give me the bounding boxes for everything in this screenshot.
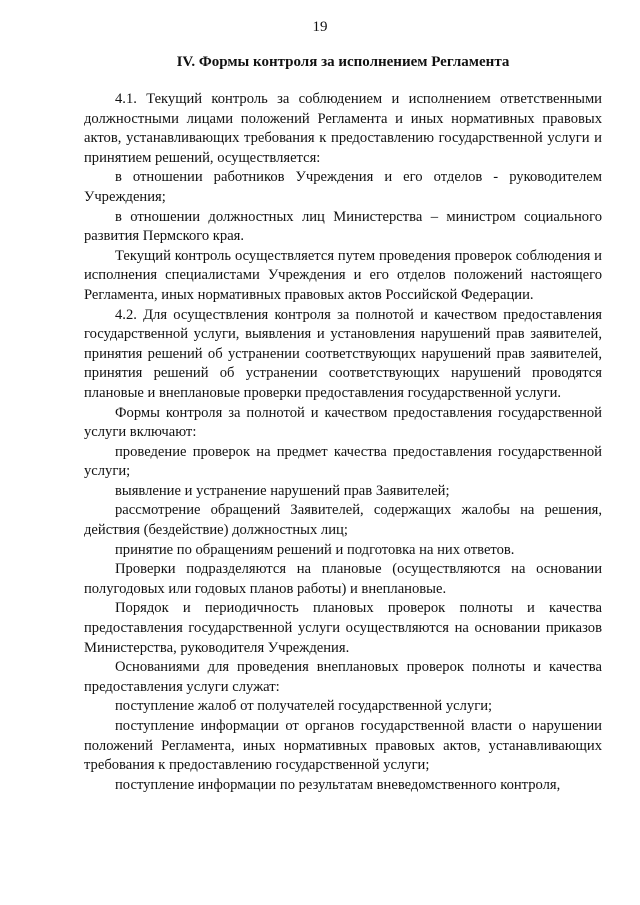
paragraph: в отношении должностных лиц Министерства – министром социального развития Пермского края. (84, 208, 602, 245)
paragraph: Проверки подразделяются на плановые (осуществляются на основании полугодовых или годовых планов работы) и внеплановые. (84, 561, 602, 597)
paragraph: в отношении работников Учреждения и его отделов - руководителем Учреждения; (84, 169, 602, 205)
paragraph: выявление и устранение нарушений прав Заявителей; (115, 482, 450, 499)
paragraph: Текущий контроль осуществляется путем проведения проверок соблюдения и исполнения специалистами Учреждения и его отделов положений настоящего Регламента, иных нормативных правовых актов Российской Федерации. (84, 247, 602, 303)
paragraph: поступление жалоб от получателей государственной услуги; (115, 698, 493, 715)
paragraph: проведение проверок на предмет качества предоставления государственной услуги; (84, 443, 602, 480)
paragraph: поступление информации от органов государственной власти о нарушении положений Регламента, иных нормативных правовых актов, устанавливающих требования к предоставлению государственной услуги; (84, 718, 602, 774)
paragraph: Порядок и периодичность плановых проверок полноты и качества предоставления государственной услуги осуществляются на основании приказов Министерства, руководителя Учреждения. (84, 600, 602, 656)
paragraph: 4.1. Текущий контроль за соблюдением и исполнением ответственными должностными лицами положений Регламента и иных нормативных правовых актов, устанавливающих требования к предоставлению государственной услуги и принятием решений, осуществляется: (84, 91, 602, 166)
paragraph: Основаниями для проведения внеплановых проверок полноты и качества предоставления услуги служат: (84, 659, 602, 695)
paragraph: 4.2. Для осуществления контроля за полнотой и качеством предоставления государственной услуги, выявления и установления нарушений прав заявителей, принятия решений об устранении соответствующих нарушений прав заявителей, принятия решений об устранении соответствующих нарушений проводятся плановые и внеплановые проверки предоставления государственной услуги. (84, 306, 602, 401)
page-number: 19 (312, 19, 328, 35)
paragraph: принятие по обращениям решений и подготовка на них ответов. (115, 541, 515, 558)
paragraph: рассмотрение обращений Заявителей, содержащих жалобы на решения, действия (бездействие) должностных лиц; (84, 502, 602, 539)
document-body (84, 90, 602, 795)
paragraph: Формы контроля за полнотой и качеством предоставления государственной услуги включают: (84, 404, 602, 441)
paragraph: поступление информации по результатам вневедомственного контроля, (115, 776, 561, 793)
section-heading: IV. Формы контроля за исполнением Регламента (176, 54, 510, 70)
